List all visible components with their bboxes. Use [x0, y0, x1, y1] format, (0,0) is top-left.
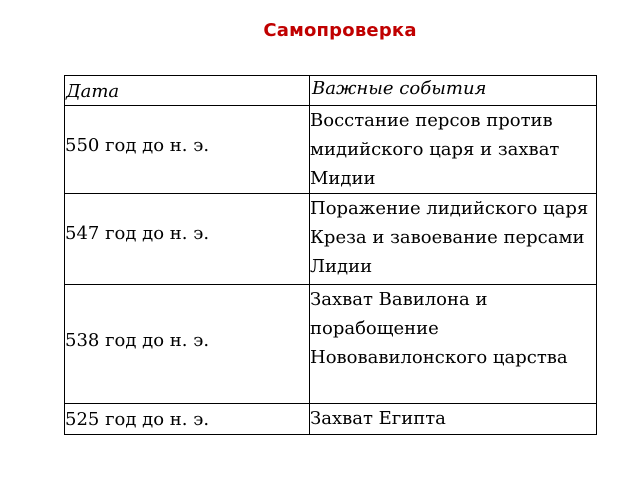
date-cell: [65, 194, 310, 285]
date-cell: [65, 285, 310, 404]
event-cell: [310, 106, 597, 194]
event-text: Восстание персов против мидийского царя и захват Мидии: [310, 110, 560, 189]
event-cell: [310, 285, 597, 404]
event-text: Захват Египта: [310, 408, 446, 429]
event-text: Поражение лидийского царя Креза и завоевание персами Лидии: [310, 198, 589, 277]
event-cell: [310, 194, 597, 285]
page-title: Самопроверка: [263, 20, 417, 41]
events-table: [64, 75, 597, 435]
event-text: Захват Вавилона и порабощение Нововавилонского царства: [310, 289, 568, 368]
header-event: Важные события: [312, 78, 487, 99]
date-text: 550 год до н. э.: [65, 135, 210, 156]
table-row: [65, 194, 597, 285]
table-row: [65, 285, 597, 404]
header-date-cell: [65, 76, 310, 106]
date-cell: [65, 106, 310, 194]
header-date: Дата: [66, 81, 120, 102]
date-text: 525 год до н. э.: [65, 409, 210, 430]
table-row: [65, 106, 597, 194]
date-cell: [65, 404, 310, 435]
date-text: 547 год до н. э.: [65, 223, 210, 244]
table-header-row: [65, 76, 597, 106]
date-text: 538 год до н. э.: [65, 330, 210, 351]
table-row: [65, 404, 597, 435]
event-cell: [310, 404, 597, 435]
header-event-cell: [310, 76, 597, 106]
